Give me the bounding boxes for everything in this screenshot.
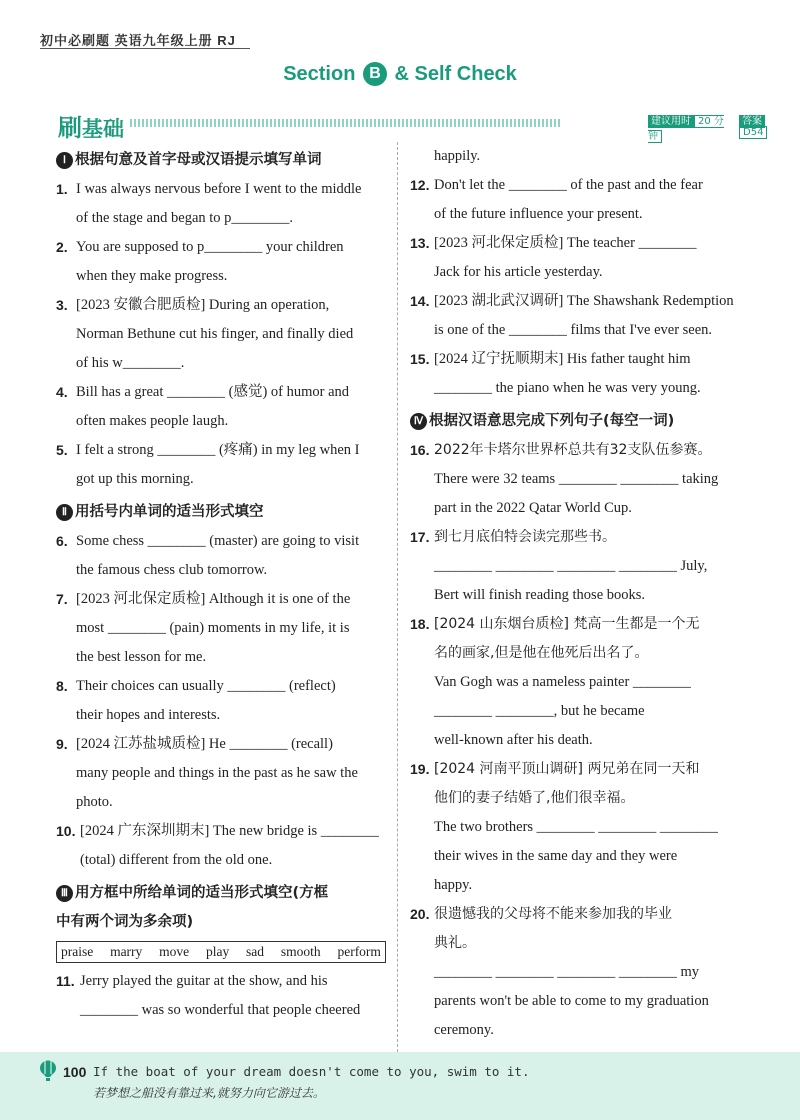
question-5 [56, 436, 386, 465]
part-4-heading [410, 407, 736, 436]
question-3 [56, 291, 386, 320]
question-2 [56, 233, 386, 262]
practice-banner [58, 108, 764, 142]
question-12 [410, 171, 736, 200]
question-number: 5. [56, 442, 68, 458]
question-text: got up this morning. [76, 471, 194, 487]
word-box-item: perform [337, 944, 381, 959]
word-box-item: praise [61, 944, 94, 959]
question-text: I was always nervous before I went to the middle [76, 181, 362, 197]
banner-label-small: 基础 [82, 117, 124, 141]
question-number: 9. [56, 736, 68, 752]
footer-quote-cn: 若梦想之船没有靠过来,就努力向它游过去。 [93, 1086, 325, 1100]
question-number: 3. [56, 297, 68, 313]
question-text: [2024 山东烟台质检] 梵高一生都是一个无 [434, 616, 700, 632]
question-text: I felt a strong ________ (疼痛) in my leg when I [76, 442, 360, 458]
question-number: 6. [56, 533, 68, 549]
hot-air-balloon-icon [38, 1060, 58, 1082]
question-text: the best lesson for me. [76, 649, 207, 665]
question-text: ________ was so wonderful that people cheered [80, 1002, 361, 1018]
question-text: parents won't be able to come to my graduation [434, 993, 709, 1009]
question-text: 名的画家,但是他在他死后出名了。 [434, 645, 649, 661]
question-text: the famous chess club tomorrow. [76, 562, 268, 578]
question-number: 18. [410, 616, 430, 632]
question-number: 1. [56, 181, 68, 197]
banner-dotted-rule [130, 119, 562, 127]
question-text: ceremony. [434, 1022, 494, 1038]
part-1-heading [56, 146, 386, 175]
question-number: 16. [410, 442, 430, 458]
question-text: their wives in the same day and they were [434, 848, 678, 864]
question-number: 14. [410, 293, 430, 309]
page-footer [0, 1052, 800, 1120]
question-text: 他们的妻子结婚了,他们很幸福。 [434, 790, 635, 806]
question-text: 2022年卡塔尔世界杯总共有32支队伍参赛。 [434, 442, 712, 458]
question-text: [2023 安徽合肥质检] During an operation, [76, 297, 330, 313]
question-9 [56, 730, 386, 759]
question-text: their hopes and interests. [76, 707, 221, 723]
part-1-title: 根据句意及首字母或汉语提示填写单词 [75, 152, 322, 168]
question-text: [2023 湖北武汉调研] The Shawshank Redemption [434, 293, 734, 309]
word-box-item: smooth [280, 944, 321, 959]
question-text: [2024 河南平顶山调研] 两兄弟在同一天和 [434, 761, 700, 777]
part-2-badge: Ⅱ [56, 504, 73, 521]
book-header-tag: 初中必刷题 英语九年级上册 RJ [40, 30, 236, 49]
question-text: [2024 广东深圳期末] The new bridge is ________ [80, 823, 379, 839]
part-3-badge: Ⅲ [56, 885, 73, 902]
question-text: is one of the ________ films that I've ever seen. [434, 322, 713, 338]
suggested-time [648, 112, 734, 142]
question-text: 到七月底伯特会读完那些书。 [434, 529, 616, 545]
question-text: well-known after his death. [434, 732, 593, 748]
question-text: part in the 2022 Qatar World Cup. [434, 500, 632, 516]
question-text: ________ ________ ________ ________ my [434, 964, 700, 980]
question-text: happy. [434, 877, 473, 893]
time-label: 建议用时 [648, 115, 694, 128]
question-text: ________ the piano when he was very young. [434, 380, 701, 396]
word-box-item: marry [110, 944, 143, 959]
question-number: 19. [410, 761, 430, 777]
part-2-title: 用括号内单词的适当形式填空 [75, 504, 264, 520]
part-4-title: 根据汉语意思完成下列句子(每空一词) [429, 413, 675, 429]
part-2-heading [56, 498, 386, 527]
time-value: 20 分钟 [648, 116, 724, 142]
footer-quote-en: If the boat of your dream doesn't come to you, swim to it. [93, 1064, 530, 1079]
question-number: 17. [410, 529, 430, 545]
question-text: [2023 河北保定质检] The teacher ________ [434, 235, 697, 251]
question-text: Norman Bethune cut his finger, and finally died [76, 326, 354, 342]
part-3-title: 用方框中所给单词的适当形式填空(方框 [75, 885, 329, 901]
question-14 [410, 287, 736, 316]
question-text: of the stage and began to p________. [76, 210, 294, 226]
question-text: many people and things in the past as he saw the [76, 765, 358, 781]
question-number: 13. [410, 235, 430, 251]
question-number: 4. [56, 384, 68, 400]
part-3-title-cont: 中有两个词为多余项) [56, 914, 194, 930]
question-16 [410, 436, 736, 465]
question-text: often makes people laugh. [76, 413, 229, 429]
question-text: ________ ________, but he became [434, 703, 645, 719]
question-number: 2. [56, 239, 68, 255]
section-letter-badge: B [363, 62, 387, 86]
right-column [410, 142, 736, 1045]
question-17 [410, 523, 736, 552]
question-text: photo. [76, 794, 113, 810]
question-number: 10. [56, 823, 76, 839]
section-title-post: & Self Check [388, 63, 517, 85]
question-number: 12. [410, 177, 430, 193]
question-text: Their choices can usually ________ (reflect) [76, 678, 336, 694]
question-18 [410, 610, 736, 639]
question-text: The two brothers ________ ________ ________ [434, 819, 718, 835]
answer-value: D54 [739, 126, 767, 139]
part-1-badge: Ⅰ [56, 152, 73, 169]
banner-label-big: 刷 [58, 114, 82, 142]
question-text: Jack for his article yesterday. [434, 264, 603, 280]
column-divider [397, 142, 398, 1057]
question-text: Bert will finish reading those books. [434, 587, 646, 603]
question-4 [56, 378, 386, 407]
part-3-heading [56, 879, 386, 908]
left-column [56, 142, 386, 1025]
question-text: [2023 河北保定质检] Although it is one of the [76, 591, 351, 607]
banner-label [58, 108, 124, 143]
question-text: 很遗憾我的父母将不能来参加我的毕业 [434, 906, 672, 922]
question-text: [2024 辽宁抚顺期末] His father taught him [434, 351, 691, 367]
word-box-item: play [205, 944, 230, 959]
question-number: 7. [56, 591, 68, 607]
question-number: 8. [56, 678, 68, 694]
word-box-item: sad [246, 944, 265, 959]
question-11 [56, 967, 386, 996]
question-text: Jerry played the guitar at the show, and his [80, 973, 328, 989]
question-13 [410, 229, 736, 258]
question-text: of his w________. [76, 355, 185, 371]
section-title-pre: Section [283, 63, 361, 85]
question-text: Don't let the ________ of the past and the fear [434, 177, 703, 193]
question-6 [56, 527, 386, 556]
question-text: There were 32 teams ________ ________ taking [434, 471, 719, 487]
question-text: happily. [434, 148, 481, 164]
question-text: when they make progress. [76, 268, 228, 284]
question-text: (total) different from the old one. [80, 852, 273, 868]
question-1 [56, 175, 386, 204]
question-text: ________ ________ ________ ________ July, [434, 558, 708, 574]
question-8 [56, 672, 386, 701]
question-7 [56, 585, 386, 614]
question-text: [2024 江苏盐城质检] He ________ (recall) [76, 736, 333, 752]
word-box-item: move [159, 944, 190, 959]
page-number: 100 [63, 1064, 87, 1080]
section-title [0, 62, 800, 86]
question-text: Bill has a great ________ (感觉) of humor and [76, 384, 350, 400]
question-text: Some chess ________ (master) are going to visit [76, 533, 360, 549]
question-15 [410, 345, 736, 374]
question-10 [56, 817, 386, 846]
question-text: You are supposed to p________ your children [76, 239, 344, 255]
word-box [56, 941, 386, 963]
question-number: 20. [410, 906, 430, 922]
question-number: 11. [56, 973, 75, 989]
part-4-badge: Ⅳ [410, 413, 427, 430]
question-19 [410, 755, 736, 784]
answer-ref [739, 112, 767, 138]
question-text: Van Gogh was a nameless painter ________ [434, 674, 691, 690]
question-20 [410, 900, 736, 929]
question-text: of the future influence your present. [434, 206, 643, 222]
question-text: 典礼。 [434, 935, 476, 951]
answer-label: 答案 [739, 115, 765, 128]
question-text: most ________ (pain) moments in my life, it is [76, 620, 350, 636]
question-number: 15. [410, 351, 430, 367]
